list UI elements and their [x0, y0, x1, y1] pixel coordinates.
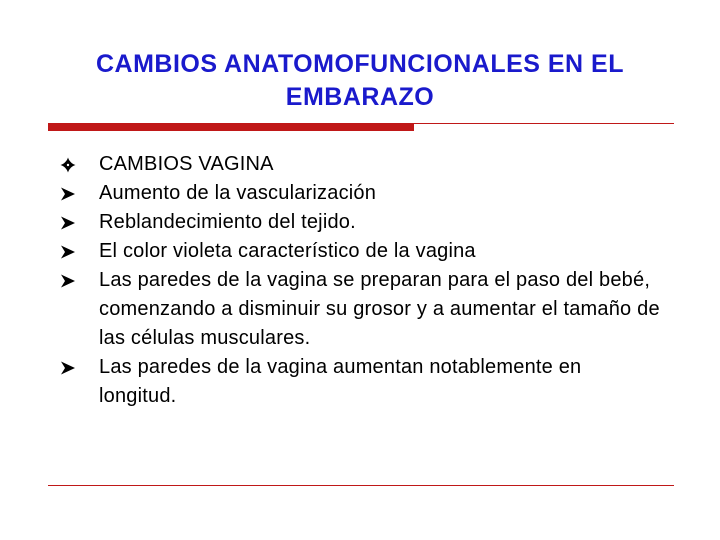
- bullet-item: [60, 237, 660, 266]
- arrow-bullet-icon: [60, 353, 82, 382]
- bullet-item: [60, 266, 660, 353]
- title-divider-thick: [48, 124, 414, 131]
- bullet-text: Las paredes de la vagina aumentan notablemente en longitud.: [99, 356, 582, 407]
- bullet-text: El color violeta característico de la vagina: [99, 240, 476, 262]
- bullet-item: [60, 353, 660, 411]
- arrow-bullet-icon: [60, 208, 82, 237]
- footer-divider: [48, 485, 674, 486]
- bullet-item: [60, 150, 660, 179]
- bullet-text: Las paredes de la vagina se preparan para el paso del bebé, comenzando a disminuir su grosor y a aumentar el tamaño de las células musculares.: [99, 269, 660, 349]
- bullet-list: [60, 150, 660, 411]
- bullet-item: [60, 208, 660, 237]
- diamond-bullet-icon: [60, 150, 82, 179]
- slide-title: CAMBIOS ANATOMOFUNCIONALES EN EL EMBARAZO: [95, 50, 625, 111]
- arrow-bullet-icon: [60, 266, 82, 295]
- arrow-bullet-icon: [60, 237, 82, 266]
- bullet-text: CAMBIOS VAGINA: [99, 153, 274, 175]
- arrow-bullet-icon: [60, 179, 82, 208]
- bullet-item: [60, 179, 660, 208]
- bullet-text: Reblandecimiento del tejido.: [99, 211, 356, 233]
- bullet-text: Aumento de la vascularización: [99, 182, 377, 204]
